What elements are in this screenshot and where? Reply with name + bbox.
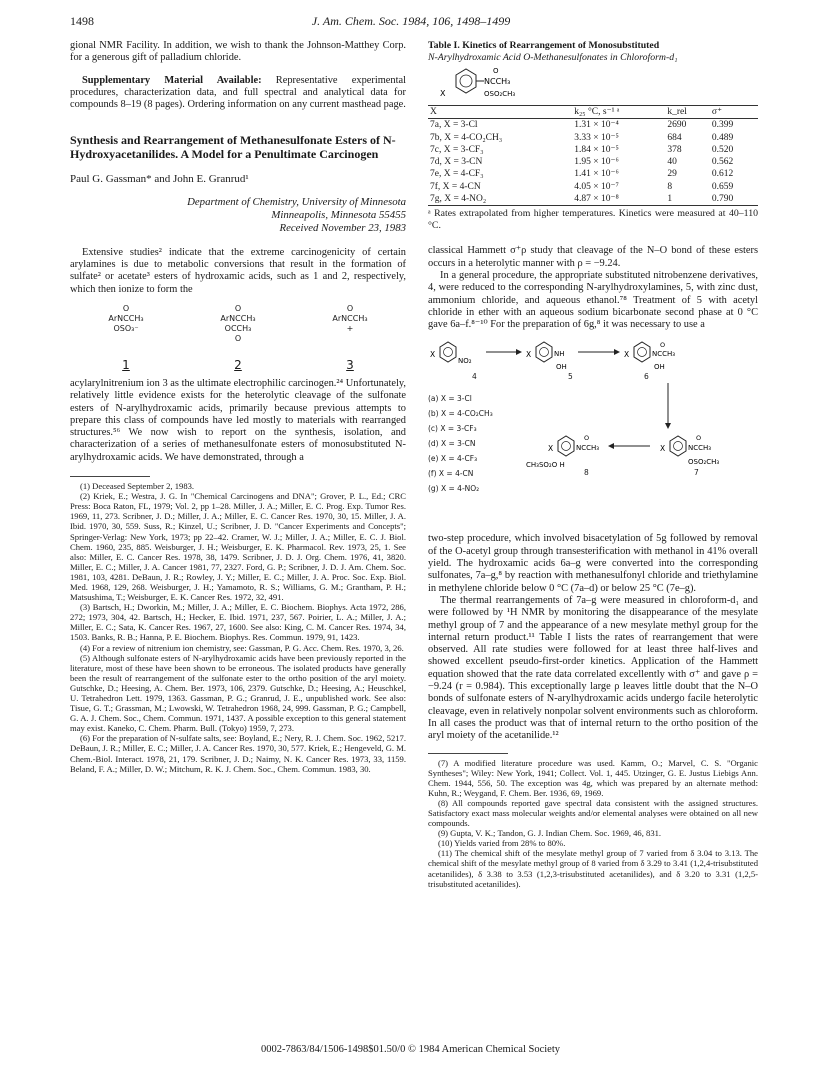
table-caption xyxy=(428,40,758,63)
received-date: Received November 23, 1983 xyxy=(279,221,406,234)
left-column xyxy=(70,40,406,774)
svg-text:X: X xyxy=(624,350,630,360)
footnote: (4) For a review of nitrenium ion chemistry, see: Gassman, P. G. Acc. Chem. Res. 1970, 3, 26. xyxy=(80,642,404,653)
footnote: (6) For the preparation of N-sulfate salts, see: Boyland, E.; Nery, R. J. Chem. Soc. 1962, 5217. DeBaun, J. R.; Miller, E. C.; Miller, J. A. Cancer Res. 1970, 30, 577. Kriek, E.; Hengeveld, G. M. Chem.-Biol. Interact. 1978, 21, 179. Scribner, J. D.; Naimy, N. K. Cancer Res. 1973, 33, 1159. Beland, F. A.; Miller, D. W.; Mitchum, R. K. J. Chem. Soc., Chem. Commun. 1983, 30. xyxy=(70,733,406,774)
acknowledgment: gional NMR Facility. In addition, we wish to thank the Johnson-Matthey Corp. for a generous gift of palladium chloride. xyxy=(70,40,406,64)
svg-text:O: O xyxy=(493,67,499,75)
table-footnote: ᵃ Rates extrapolated from higher temperatures. Kinetics were measured at 40–110 °C. xyxy=(428,208,758,231)
table-cell: 7b, X = 4-CO₂CH₃ xyxy=(430,132,503,143)
svg-text:OSO₂CH₃: OSO₂CH₃ xyxy=(484,90,516,98)
svg-text:NCCH₃: NCCH₃ xyxy=(688,444,712,453)
table-caption-line-1: Table I. Kinetics of Rearrangement of Monosubstituted xyxy=(428,40,660,51)
supp-label: Supplementary Material Available: xyxy=(82,74,262,86)
svg-text:O: O xyxy=(660,341,666,350)
table-header-cell: k_rel xyxy=(667,107,687,117)
table-header-cell: σ⁺ xyxy=(711,107,723,117)
svg-text:OSO₂CH₃: OSO₂CH₃ xyxy=(688,458,720,467)
table-caption-line-2: N-Arylhydroxamic Acid O-Methanesulfonates in Chloroform-d₁ xyxy=(428,51,678,63)
svg-text:O: O xyxy=(584,434,590,443)
supp-text: Representative experimental procedures, characterization data, and full spectral and analytical data for compounds 8–19 (8 pages). Ordering information on any current masthead page. xyxy=(70,74,406,111)
scheme-label-8: 8 xyxy=(584,468,589,478)
copyright-footer: 0002-7863/84/1506-1498$01.50/0 © 1984 American Chemical Society xyxy=(260,1044,561,1055)
table-cell: 7f, X = 4-CN xyxy=(430,181,481,192)
structure-2: O ArNCCH₃ OCCH₃ O 2 xyxy=(220,303,256,372)
compound-label-3: 3 xyxy=(346,357,354,372)
table-cell: 0.790 xyxy=(711,194,734,205)
footnote-rule xyxy=(428,753,508,754)
footnote: (9) Gupta, V. K.; Tandon, G. J. Indian Chem. Soc. 1969, 46, 831. xyxy=(438,828,662,839)
body-paragraph-r1: classical Hammett σ⁺ρ study that cleavage of the N–O bond of these esters occurs in a heterolytic manner with ρ = −9.24. xyxy=(428,245,758,269)
table-row xyxy=(428,132,758,144)
table-header-cell: X xyxy=(430,107,437,117)
table-row xyxy=(428,119,758,132)
table-cell: 40 xyxy=(667,157,677,168)
body-paragraph-r4: The thermal rearrangements of 7a–g were measured in chloroform-d₁ and were followed by ¹H NMR by monitoring the disappearance of the mesylate methyl group of 7 and the appearance of a new mesylate methyl group for the internal return product.¹¹ Table I lists the rates of rearrangement that were observed. All rate studies were followed for at least three half-lives and showed excellent pseudo-first-order kinetics. Application of the Hammett equation showed that the rate data correlated excellently with σ⁺ and gave ρ = −9.24 (r = 0.984). This exceptionally large ρ leaves little doubt that the N–O bonds of sulfonate esters of N-arylhydroxamic acids undergo facile heterolytic cleavage, even in relatively nonpolar solvent environments such as chloroform. In all cases the product was that of internal return to the ortho position of the aryl moiety of the acetanilide.¹² xyxy=(428,594,758,742)
intro-paragraph: Extensive studies² indicate that the extreme carcinogenicity of certain arylamines is due to metabolic conversions that result in the formation of sulfate² or acetate³ esters of hydroxamic acids, such as 1 and 2, respectively, which then ionize to form the xyxy=(70,246,406,295)
left-footnotes xyxy=(70,481,406,774)
svg-text:X: X xyxy=(440,89,446,98)
footnote: (7) A modified literature procedure was used. Kamm, O.; Marvel, C. S. "Organic Syntheses"; Wiley: New York, 1941; Collect. Vol. 1, 445. Utzinger, G. E. Justus Liebigs Ann. Chem. 1944, 556, 50. The exception was 4g, which was prepared by an alternate method: Kuhn, R.; Weygand, F. Chem. Ber. 1936, 69, 1969. xyxy=(428,757,758,798)
substituent-item: (c) X = 3-CF₃ xyxy=(428,424,477,434)
body-paragraph-r3: two-step procedure, which involved bisacetylation of 5g followed by removal of the O-acetyl group through transesterification with methanol in 41% overall yield. The hydroxamic acids 6a–g were converted into the corresponding sulfonates, 7a–g,⁸ by reaction with methanesulfonyl chloride and triethylamine in methylene chloride below 0 °C (7a–d) or below 25 °C (7e–g). xyxy=(428,533,758,594)
svg-text:X: X xyxy=(430,350,436,360)
table-cell: 0.520 xyxy=(711,144,734,155)
table-cell: 0.612 xyxy=(711,169,734,180)
table-row xyxy=(428,168,758,180)
body-paragraph-r2: In a general procedure, the appropriate substituted nitrobenzene derivatives, 4, were reduced to the corresponding N-arylhydroxylamines, 5, with zinc dust, ammonium chloride, and aqueous ethanol.⁷⁸ Treatment of 5 with acetyl chloride in ether with an aqueous sodium bicarbonate second phase at 0 °C gave 6a–f.⁸⁻¹⁰ For the preparation of 6g,⁸ it was necessary to use a xyxy=(428,269,758,331)
table-cell: 7a, X = 3-Cl xyxy=(430,120,478,131)
body-paragraph-2: acylarylnitrenium ion 3 as the ultimate electrophilic carcinogen.²⁴ Unfortunately, relatively little evidence exists for the heterolytic cleavage of the sulfonate esters of N-arylhydroxamic acids, primarily because previous attempts to prepare this class of compounds have led mostly to materials with rearranged structures.⁵⁶ We now wish to report on the synthesis, isolation, and characterization of a series of methanesulfonate esters of monosubstituted N-arylhydroxamic acids. We have demonstrated, through a xyxy=(70,377,406,463)
substituent-item: (e) X = 4-CF₃ xyxy=(428,454,478,464)
table-cell: 3.33 × 10⁻⁵ xyxy=(574,132,619,143)
table-row xyxy=(428,144,758,156)
table-cell: 378 xyxy=(667,144,682,155)
substituent-item: (a) X = 3-Cl xyxy=(428,394,472,404)
table-cell: 1.31 × 10⁻⁴ xyxy=(574,120,619,131)
table-cell: 1.84 × 10⁻⁵ xyxy=(574,144,619,155)
affiliation xyxy=(70,196,406,235)
svg-text:NH: NH xyxy=(554,350,565,359)
table-body xyxy=(428,119,758,206)
table-cell: 7d, X = 3-CN xyxy=(430,157,483,168)
table-cell: 1.95 × 10⁻⁶ xyxy=(574,157,619,168)
right-footnotes xyxy=(428,758,758,889)
compound-label-1: 1 xyxy=(122,357,130,372)
footnote: (1) Deceased September 2, 1983. xyxy=(80,481,195,492)
right-column xyxy=(428,40,758,889)
footnote: (5) Although sulfonate esters of N-arylhydroxamic acids have been previously reported in the literature, most of these have been shown to be erroneous. The isolated products have generally been the result of rearrangement of the sulfonate ester to the ortho position of the aryl moiety. Gutschke, D.; Heesing, A. Chem. Ber. 1973, 106, 2379. Gutschke, D.; Heesing, A.; Heuschkel, U. Tetrahedron Lett. 1979, 1363. Gassman, P. G.; Granrud, J. E., unpublished work. See also: Tisue, G. T.; Grassman, M.; Lwowski, W. Tetrahedron 1968, 24, 999. Gassman, P. G.; Campbell, G. A. J. Chem. Soc., Chem. Commun. 1971, 1437. A possible exception to this general statement may exist. Kaneko, C. Chem. Pharm. Bull. (Tokyo) 1959, 7, 273. xyxy=(70,652,406,734)
structures-1-2-3 xyxy=(70,304,406,370)
table-header-cell: k₂₅ °C, s⁻¹ ᵃ xyxy=(574,107,620,117)
kinetics-table xyxy=(428,105,758,206)
substituent-item: (f) X = 4-CN xyxy=(428,469,474,479)
table-cell: 0.399 xyxy=(711,120,734,131)
svg-text:NO₂: NO₂ xyxy=(458,357,472,366)
table-row xyxy=(428,156,758,168)
table-cell: 7g, X = 4-NO₂ xyxy=(430,194,487,205)
substituent-item: (g) X = 4-NO₂ xyxy=(428,484,480,494)
table-cell: 0.562 xyxy=(711,157,734,168)
svg-text:OH: OH xyxy=(556,363,567,372)
footnote: (2) Kriek, E.; Westra, J. G. In "Chemical Carcinogens and DNA"; Grover, P. L., Ed.; CRC Press: Boca Raton, FL, 1979; Vol. 2, pp 1–28. Miller, J. A.; Miller, E. C. Prog. Exp. Tumor Res. 1969, 11, 273. Scribner, J. D.; Miller, J. A.; Miller, E. C. Cancer Res. 1970, 30, 15. Miller, J. A. Ibid. 1970, 30, 559. Suss, R.; Kinzel, U.; Scribner, J. D. "Cancer Experiments and Concepts"; Springer-Verlag: New York, 1973; pp 22–42. Cramer, W. J.; Miller, J. A.; Miller, E. C. J. Biol. Chem. 1960, 235, 885. Weisburger, J. H.; Weisburger, E. K. Pharmacol. Rev. 1973, 25, 1. See also: Miller, E. C. Cancer Res. 1978, 38, 1479. Scribner, J. D. J. Org. Chem. 1976, 41, 3820. Miller, E. C.; Miller, J. A. Cancer 1981, 77, 2327. Ford, G. P.; Scribner, J. D. J. Am. Chem. Soc. 1981, 103, 4281. DeBaun, J. R.; Rowley, J. Y.; Miller, E. C.; Miller, J. A. Proc. Soc. Exp. Biol. Med. 1968, 129, 268. Weisburger, J. H.; Yamamoto, R. S.; Williams, G. M.; Grantham, P. H.; Matsushima, T.; Weisburger, E. K. Cancer Res. 1972, 32, 491. xyxy=(70,491,406,603)
table-cell: 1.41 × 10⁻⁶ xyxy=(574,169,619,180)
table-cell: 0.659 xyxy=(711,181,734,192)
svg-text:O: O xyxy=(696,434,702,443)
table-header-row xyxy=(428,106,758,119)
compound-label-2: 2 xyxy=(234,357,242,372)
svg-text:OH: OH xyxy=(654,363,665,372)
svg-text:X: X xyxy=(660,444,666,454)
footnote: (8) All compounds reported gave spectral data consistent with the assigned structures. Satisfactory exact mass molecular weights and/or elemental analyses were obtained on all new compounds. xyxy=(428,797,758,829)
footnote: (11) The chemical shift of the mesylate methyl group of 7 varied from δ 3.04 to 3.13. The chemical shift of the mesylate methyl group of 8 varied from δ 3.29 to 3.41 (1,2,4-trisubstituted acetanilides), δ 3.38 to 3.53 (1,2,3-trisubstituted acetanilides), and δ 3.20 to 3.31 (1,2,5-trisubstituted acetanilides). xyxy=(428,848,758,889)
article-title: Synthesis and Rearrangement of Methanesulfonate Esters of N-Hydroxyacetanilides. A Model for a Penultimate Carcinogen xyxy=(70,133,396,162)
table-cell: 684 xyxy=(667,132,682,143)
table-row xyxy=(428,193,758,206)
table-cell: 1 xyxy=(667,194,673,205)
structure-1: O ArNCCH₃ OSO₃⁻ 1 xyxy=(108,303,144,372)
scheme-label-7: 7 xyxy=(694,468,699,478)
affiliation-line-1: Department of Chemistry, University of Minnesota xyxy=(187,195,406,208)
table-structure-diagram xyxy=(434,65,554,105)
table-cell: 4.87 × 10⁻⁸ xyxy=(574,194,619,205)
substituent-item: (d) X = 3-CN xyxy=(428,439,476,449)
table-cell: 7c, X = 3-CF₃ xyxy=(430,144,484,155)
svg-text:NCCH₃: NCCH₃ xyxy=(484,77,511,86)
footnote: (3) Bartsch, H.; Dworkin, M.; Miller, J. A.; Miller, E. C. Biochem. Biophys. Acta 1972, 286, 272; 1973, 304, 42. Bartsch, H.; Hecker, E. Ibid. 1971, 237, 567. Poirier, L. A.; Miller, J. A.; Miller, E. C.; Sata, K. Cancer Res. 1967, 27, 1600. See also: King, C. M. Cancer Res. 1974, 34, 1503. Banks, R. B.; Hanna, P. E. Biochem. Biophys. Res. Commun. 1979, 91, 1423. xyxy=(70,602,406,643)
substituent-item: (b) X = 4-CO₂CH₃ xyxy=(428,409,493,419)
substituent-list xyxy=(428,391,493,496)
svg-text:CH₃SO₂O H: CH₃SO₂O H xyxy=(526,461,565,470)
structure-3: O ArNCCH₃ + 3 xyxy=(332,303,368,372)
scheme-label-5: 5 xyxy=(568,372,573,382)
table-cell: 8 xyxy=(667,181,673,192)
scheme-label-6: 6 xyxy=(644,372,649,382)
reaction-scheme xyxy=(428,339,758,525)
table-cell: 4.05 × 10⁻⁷ xyxy=(574,181,619,192)
supplementary-material xyxy=(70,75,406,112)
svg-text:X: X xyxy=(526,350,532,360)
table-cell: 29 xyxy=(667,169,677,180)
table-row xyxy=(428,181,758,193)
svg-text:X: X xyxy=(548,444,554,454)
footnote: (10) Yields varied from 28% to 80%. xyxy=(438,838,566,849)
journal-citation: J. Am. Chem. Soc. 1984, 106, 1498–1499 xyxy=(311,14,511,28)
footnote-rule xyxy=(70,476,150,477)
table-cell: 2690 xyxy=(667,120,687,131)
svg-text:NCCH₃: NCCH₃ xyxy=(652,350,676,359)
table-cell: 7e, X = 4-CF₃ xyxy=(430,169,484,180)
page-number: 1498 xyxy=(70,14,94,28)
scheme-label-4: 4 xyxy=(472,372,477,382)
svg-text:NCCH₃: NCCH₃ xyxy=(576,444,600,453)
table-cell: 0.489 xyxy=(711,132,734,143)
authors: Paul G. Gassman* and John E. Granrud¹ xyxy=(70,173,249,186)
affiliation-line-2: Minneapolis, Minnesota 55455 xyxy=(271,208,406,221)
